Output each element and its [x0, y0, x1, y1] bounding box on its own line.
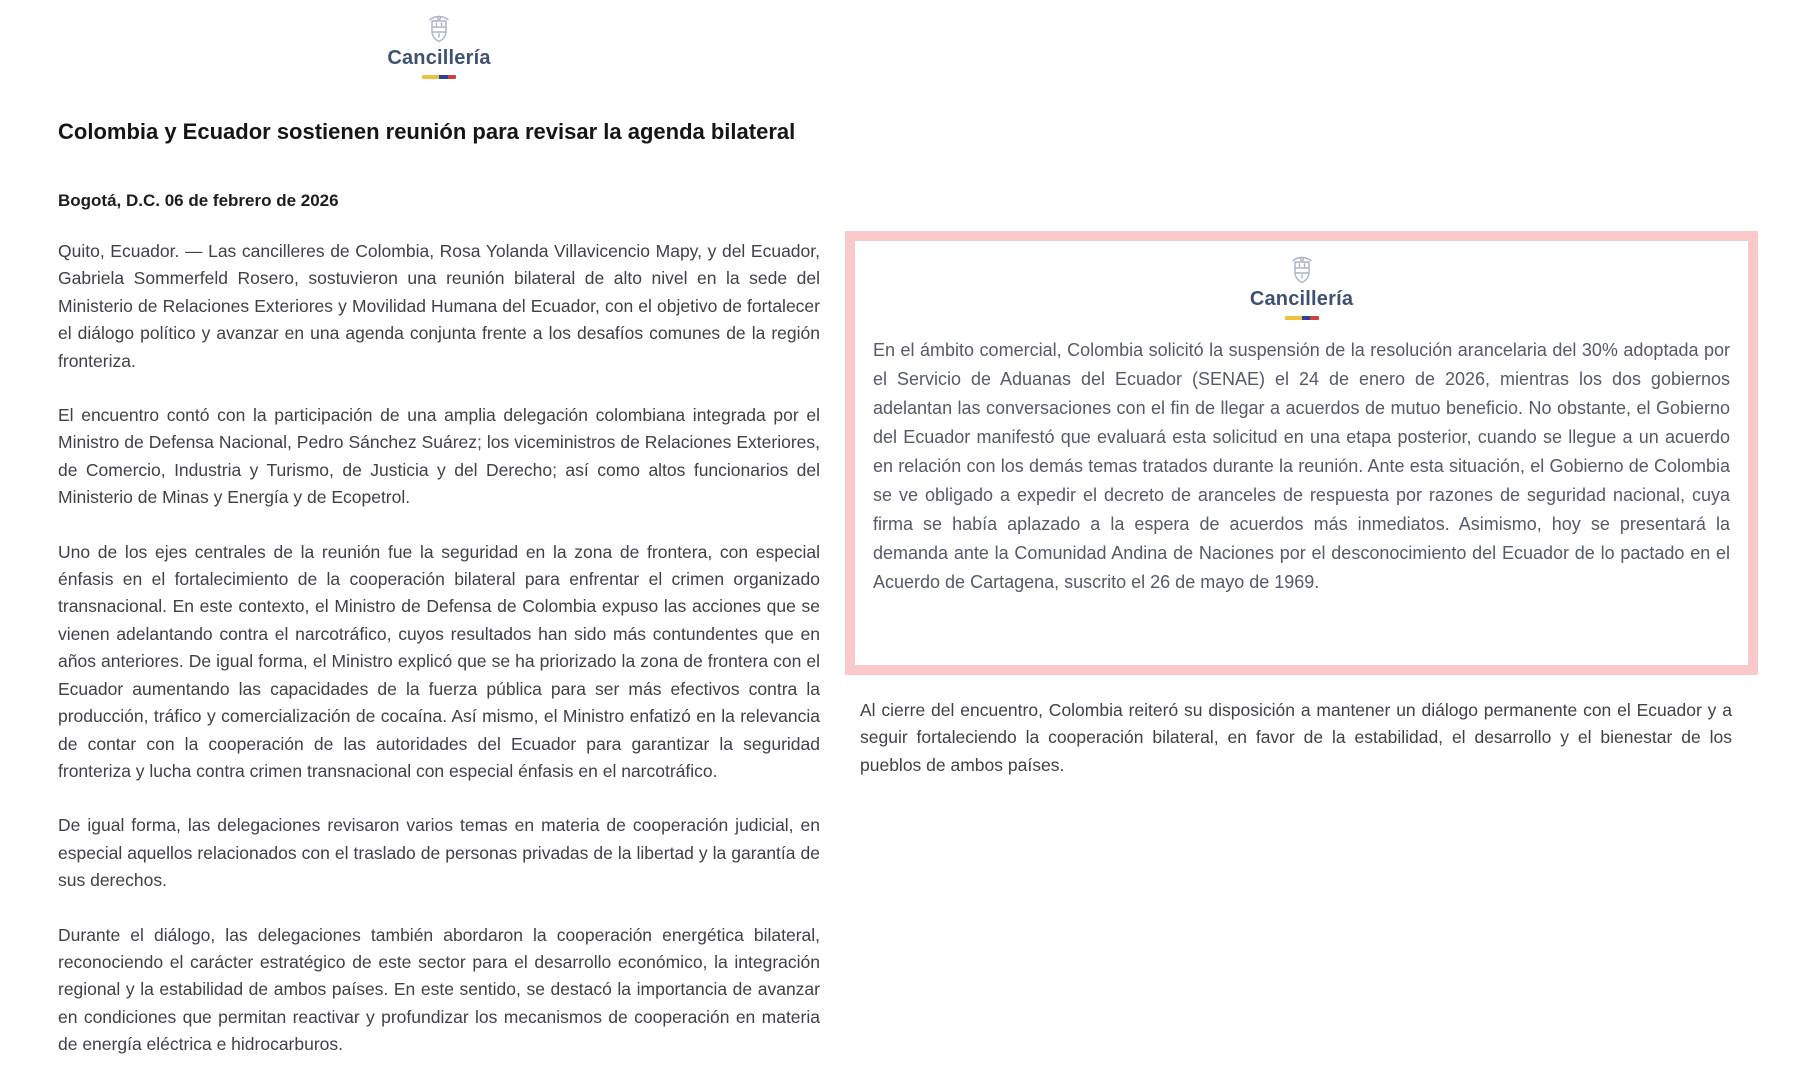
closing-paragraph: Al cierre del encuentro, Colombia reiteró su disposición a mantener un diálogo permanente con el Ecuador y a seguir fortaleciendo la cooperación bilateral, en favor de la estabilidad, el desarrollo y el bienestar de los pueblos de ambos países. — [860, 700, 1732, 775]
highlight-paragraph: En el ámbito comercial, Colombia solicitó la suspensión de la resolución arancelaria del 30% adoptada por el Servicio de Aduanas del Ecuador (SENAE) el 24 de enero de 2026, mientras los dos gobiernos adelantan las conversaciones con el fin de llegar a acuerdos de mutuo beneficio. No obstante, el Gobierno del Ecuador manifestó que evaluará esta solicitud en una etapa posterior, cuando se llegue a un acuerdo en relación con los demás temas tratados durante la reunión. Ante esta situación, el Gobierno de Colombia se ve obligado a expedir el decreto de aranceles de respuesta por razones de seguridad nacional, cuya firma se había aplazado a la espera de acuerdos más inmediatos. Asimismo, hoy se presentará la demanda ante la Comunidad Andina de Naciones por el desconocimiento del Ecuador de lo pactado en el Acuerdo de Cartagena, suscrito el 26 de mayo de 1969. — [873, 340, 1730, 592]
cancilleria-wordmark: Cancillería — [1249, 288, 1354, 310]
flag-yellow-band — [1285, 316, 1302, 320]
cancilleria-crest-icon — [427, 14, 451, 44]
body-paragraph-4: De igual forma, las delegaciones revisaron varios temas en materia de cooperación judicial, en especial aquellos relacionados con el traslado de personas privadas de la libertad y la garantía de sus derechos. — [58, 815, 820, 891]
colombia-flag-strip-icon — [422, 75, 456, 79]
flag-red-band — [448, 75, 457, 79]
dateline: Bogotá, D.C. 06 de febrero de 2026 — [58, 191, 339, 210]
body-paragraph-1: Quito, Ecuador. — Las cancilleres de Colombia, Rosa Yolanda Villavicencio Mapy, y del Ecuador, Gabriela Sommerfeld Rosero, sostuvieron una reunión bilateral de alto nivel en la sede del Ministerio de Relaciones Exteriores y Movilidad Humana del Ecuador, con el objetivo de fortalecer el diálogo político y avanzar en una agenda conjunta frente a los desafíos comunes de la región fronteriza. — [58, 241, 820, 371]
flag-blue-band — [439, 75, 448, 79]
cancilleria-crest-icon — [1290, 255, 1314, 285]
colombia-flag-strip-icon — [1285, 316, 1319, 320]
flag-red-band — [1310, 316, 1319, 320]
body-paragraph-3: Uno de los ejes centrales de la reunión fue la seguridad en la zona de frontera, con especial énfasis en el fortalecimiento de la cooperación bilateral para enfrentar el crimen organizado transnacional. En este contexto, el Ministro de Defensa de Colombia expuso las acciones que se vienen adelantando contra el narcotráfico, cuyos resultados han sido más contundentes que en años anteriores. De igual forma, el Ministro explicó que se ha priorizado la zona de frontera con el Ecuador aumentando las capacidades de la fuerza pública para ser más efectivos contra la producción, tráfico y comercialización de cocaína. Así mismo, el Ministro enfatizó en la relevancia de contar con la cooperación de las autoridades del Ecuador para garantizar la seguridad fronteriza y lucha contra crimen transnacional con especial énfasis en el narcotráfico. — [58, 541, 820, 781]
flag-blue-band — [1302, 316, 1311, 320]
body-paragraph-2: El encuentro contó con la participación de una amplia delegación colombiana integrada por el Ministro de Defensa Nacional, Pedro Sánchez Suárez; los viceministros de Relaciones Exteriores, de Comercio, Industria y Turismo, de Justicia y del Derecho; así como altos funcionarios del Ministerio de Minas y Energía y de Ecopetrol. — [58, 405, 820, 508]
cancilleria-wordmark: Cancillería — [387, 47, 491, 69]
flag-yellow-band — [422, 75, 439, 79]
cancilleria-logo-box — [1242, 255, 1362, 320]
article-title: Colombia y Ecuador sostienen reunión para revisar la agenda bilateral — [58, 119, 796, 144]
cancilleria-logo — [379, 14, 499, 79]
body-paragraph-5: Durante el diálogo, las delegaciones también abordaron la cooperación energética bilateral, reconociendo el carácter estratégico de este sector para el desarrollo económico, la integración regional y la estabilidad de ambos países. En este sentido, se destacó la importancia de avanzar en condiciones que permitan reactivar y profundizar los mecanismos de cooperación en materia de energía eléctrica e hidrocarburos. — [58, 924, 820, 1055]
highlight-annotation-box — [845, 231, 1758, 675]
left-column — [58, 14, 820, 1059]
